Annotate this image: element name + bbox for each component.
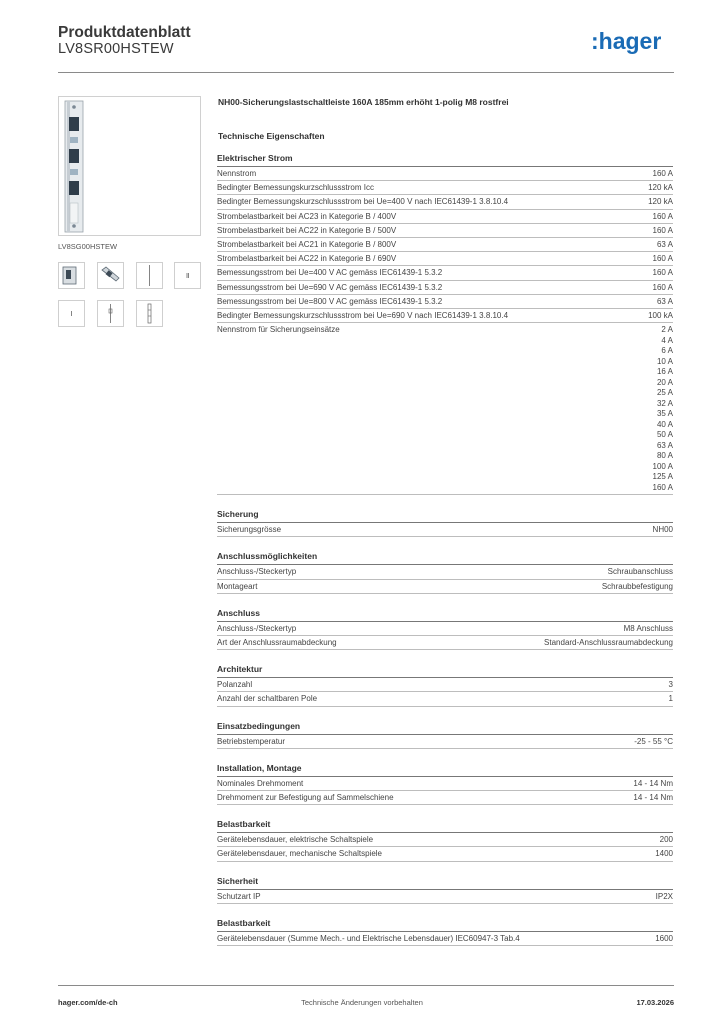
spec-value: 100 kA <box>648 311 673 321</box>
footer-date: 17.03.2026 <box>636 998 674 1007</box>
spec-value: 6 A <box>661 346 673 356</box>
footer-note: Technische Änderungen vorbehalten <box>301 998 423 1007</box>
spec-row <box>217 210 673 224</box>
spec-value: 160 A <box>652 254 673 264</box>
spec-row <box>217 692 673 706</box>
spec-row <box>217 195 673 209</box>
spec-section <box>217 509 673 537</box>
spec-value: 4 A <box>661 335 673 345</box>
spec-section-title: Anschlussmöglichkeiten <box>217 551 673 565</box>
spec-row <box>217 266 673 280</box>
spec-row <box>217 238 673 252</box>
spec-row <box>217 580 673 594</box>
spec-value: 14 - 14 Nm <box>633 793 673 803</box>
thumbnail-line-drawing-4[interactable] <box>97 300 124 327</box>
spec-section-title: Sicherung <box>217 509 673 523</box>
spec-value: 1600 <box>655 933 673 943</box>
spec-value: 32 A <box>656 398 673 408</box>
spec-label: Gerätelebensdauer, elektrische Schaltspiele <box>217 835 374 845</box>
spec-label: Bedingter Bemessungskurzschlussstrom bei Ue=690 V nach IEC61439-1 3.8.10.4 <box>217 311 509 321</box>
spec-label: Strombelastbarkeit bei AC22 in Kategorie B / 500V <box>217 225 397 235</box>
spec-row <box>217 622 673 636</box>
spec-label: Anschluss-/Steckertyp <box>217 623 297 633</box>
spec-label: Nominales Drehmoment <box>217 778 304 788</box>
spec-value: 160 A <box>652 211 673 221</box>
spec-value: Schraubanschluss <box>607 567 673 577</box>
spec-label: Art der Anschlussraumabdeckung <box>217 638 337 648</box>
spec-section-title: Architektur <box>217 664 673 678</box>
spec-value: 160 A <box>652 225 673 235</box>
product-description: NH00-Sicherungslastschaltleiste 160A 185mm erhöht 1-polig M8 rostfrei <box>218 97 509 107</box>
spec-value: -25 - 55 °C <box>634 736 673 746</box>
spec-section <box>217 763 673 805</box>
spec-section-title: Einsatzbedingungen <box>217 721 673 735</box>
spec-value: 63 A <box>656 240 673 250</box>
spec-label: Gerätelebensdauer (Summe Mech.- und Elektrische Lebensdauer) IEC60947-3 Tab.4 <box>217 933 520 943</box>
spec-label: Strombelastbarkeit bei AC23 in Kategorie B / 400V <box>217 211 397 221</box>
spec-value: 120 kA <box>648 183 673 193</box>
spec-section <box>217 153 673 495</box>
spec-label: Bedingter Bemessungskurzschlussstrom bei Ue=400 V nach IEC61439-1 3.8.10.4 <box>217 197 509 207</box>
spec-value: NH00 <box>652 525 673 535</box>
spec-value: 25 A <box>656 388 673 398</box>
spec-value: 1 <box>668 694 673 704</box>
spec-value: 16 A <box>656 367 673 377</box>
spec-section <box>217 819 673 861</box>
spec-section <box>217 608 673 650</box>
spec-section <box>217 876 673 904</box>
spec-label: Bemessungsstrom bei Ue=690 V AC gemäss IEC61439-1 5.3.2 <box>217 282 443 292</box>
spec-section <box>217 918 673 946</box>
spec-value: 160 A <box>652 282 673 292</box>
spec-value: 63 A <box>656 440 673 450</box>
spec-value: 40 A <box>656 419 673 429</box>
product-image-drawing <box>59 97 200 235</box>
spec-value: 1400 <box>655 849 673 859</box>
spec-value: 160 A <box>652 169 673 178</box>
thumbnail-line-drawing-1[interactable] <box>136 262 163 289</box>
spec-label: Betriebstemperatur <box>217 736 286 746</box>
spec-label: Montageart <box>217 581 258 591</box>
footer-divider <box>58 985 674 986</box>
spec-row <box>217 167 673 181</box>
spec-section <box>217 664 673 706</box>
spec-label: Gerätelebensdauer, mechanische Schaltspiele <box>217 849 382 859</box>
spec-value: 120 kA <box>648 197 673 207</box>
spec-value: 200 <box>659 835 673 845</box>
spec-label: Schutzart IP <box>217 891 261 901</box>
spec-row <box>217 735 673 749</box>
header-divider <box>58 72 674 73</box>
product-image <box>58 96 201 236</box>
spec-row <box>217 323 673 495</box>
thumbnail-side-view[interactable] <box>97 262 124 289</box>
specification-table <box>217 153 673 960</box>
spec-value: 160 A <box>652 268 673 278</box>
spec-section-title: Anschluss <box>217 608 673 622</box>
spec-value: IP2X <box>655 891 673 901</box>
spec-value: 10 A <box>656 356 673 366</box>
spec-row <box>217 678 673 692</box>
spec-section-title: Installation, Montage <box>217 763 673 777</box>
spec-label: Sicherungsgrösse <box>217 525 282 535</box>
spec-label: Strombelastbarkeit bei AC22 in Kategorie B / 690V <box>217 254 397 264</box>
spec-label: Drehmoment zur Befestigung auf Sammelschiene <box>217 793 394 803</box>
technical-properties-heading: Technische Eigenschaften <box>218 131 325 141</box>
spec-section <box>217 551 673 593</box>
spec-row <box>217 252 673 266</box>
spec-row <box>217 636 673 650</box>
spec-value: 35 A <box>656 409 673 419</box>
thumbnail-line-drawing-5[interactable] <box>136 300 163 327</box>
spec-value-list <box>653 325 673 493</box>
spec-row <box>217 181 673 195</box>
spec-row <box>217 833 673 847</box>
product-image-caption: LV8SG00HSTEW <box>58 242 118 251</box>
spec-value: Schraubbefestigung <box>601 581 673 591</box>
footer-website-link[interactable]: hager.com/de-ch <box>58 998 118 1007</box>
spec-value: M8 Anschluss <box>623 623 673 633</box>
thumbnail-line-drawing-3[interactable] <box>58 300 85 327</box>
thumbnail-line-drawing-2[interactable] <box>174 262 201 289</box>
spec-section-title: Elektrischer Strom <box>217 153 673 167</box>
spec-value: 80 A <box>656 451 673 461</box>
spec-value: 160 A <box>652 482 673 492</box>
spec-label: Anzahl der schaltbaren Pole <box>217 694 318 704</box>
spec-label: Polanzahl <box>217 680 253 690</box>
spec-row <box>217 791 673 805</box>
spec-row <box>217 932 673 946</box>
page-title: Produktdatenblatt <box>58 24 191 41</box>
spec-label: Anschluss-/Steckertyp <box>217 567 297 577</box>
spec-label: Bedingter Bemessungskurzschlussstrom Icc <box>217 183 374 193</box>
spec-section-title: Belastbarkeit <box>217 819 673 833</box>
spec-section-title: Belastbarkeit <box>217 918 673 932</box>
spec-label: Strombelastbarkeit bei AC21 in Kategorie B / 800V <box>217 240 397 250</box>
spec-label: Bemessungsstrom bei Ue=400 V AC gemäss IEC61439-1 5.3.2 <box>217 268 443 278</box>
spec-row <box>217 224 673 238</box>
spec-value: 14 - 14 Nm <box>633 778 673 788</box>
spec-section <box>217 721 673 749</box>
article-number: LV8SR00HSTEW <box>58 41 174 57</box>
hager-logo <box>591 28 675 56</box>
spec-label: Nennstrom für Sicherungseinsätze <box>217 325 340 335</box>
spec-row <box>217 777 673 791</box>
spec-row <box>217 523 673 537</box>
spec-label: Nennstrom <box>217 169 257 178</box>
spec-section-title: Sicherheit <box>217 876 673 890</box>
spec-row <box>217 890 673 904</box>
spec-value: Standard-Anschlussraumabdeckung <box>544 638 673 648</box>
spec-value: 2 A <box>661 325 673 335</box>
spec-row <box>217 281 673 295</box>
spec-value: 100 A <box>652 461 673 471</box>
spec-label: Bemessungsstrom bei Ue=800 V AC gemäss IEC61439-1 5.3.2 <box>217 296 443 306</box>
spec-row <box>217 309 673 323</box>
hager-logo-text: :hager <box>591 28 662 54</box>
spec-row <box>217 295 673 309</box>
spec-value: 20 A <box>656 377 673 387</box>
spec-row <box>217 565 673 579</box>
thumbnail-front-view[interactable] <box>58 262 85 289</box>
spec-value: 3 <box>668 680 673 690</box>
spec-value: 125 A <box>652 472 673 482</box>
spec-row <box>217 847 673 861</box>
spec-value: 50 A <box>656 430 673 440</box>
spec-value: 63 A <box>656 296 673 306</box>
